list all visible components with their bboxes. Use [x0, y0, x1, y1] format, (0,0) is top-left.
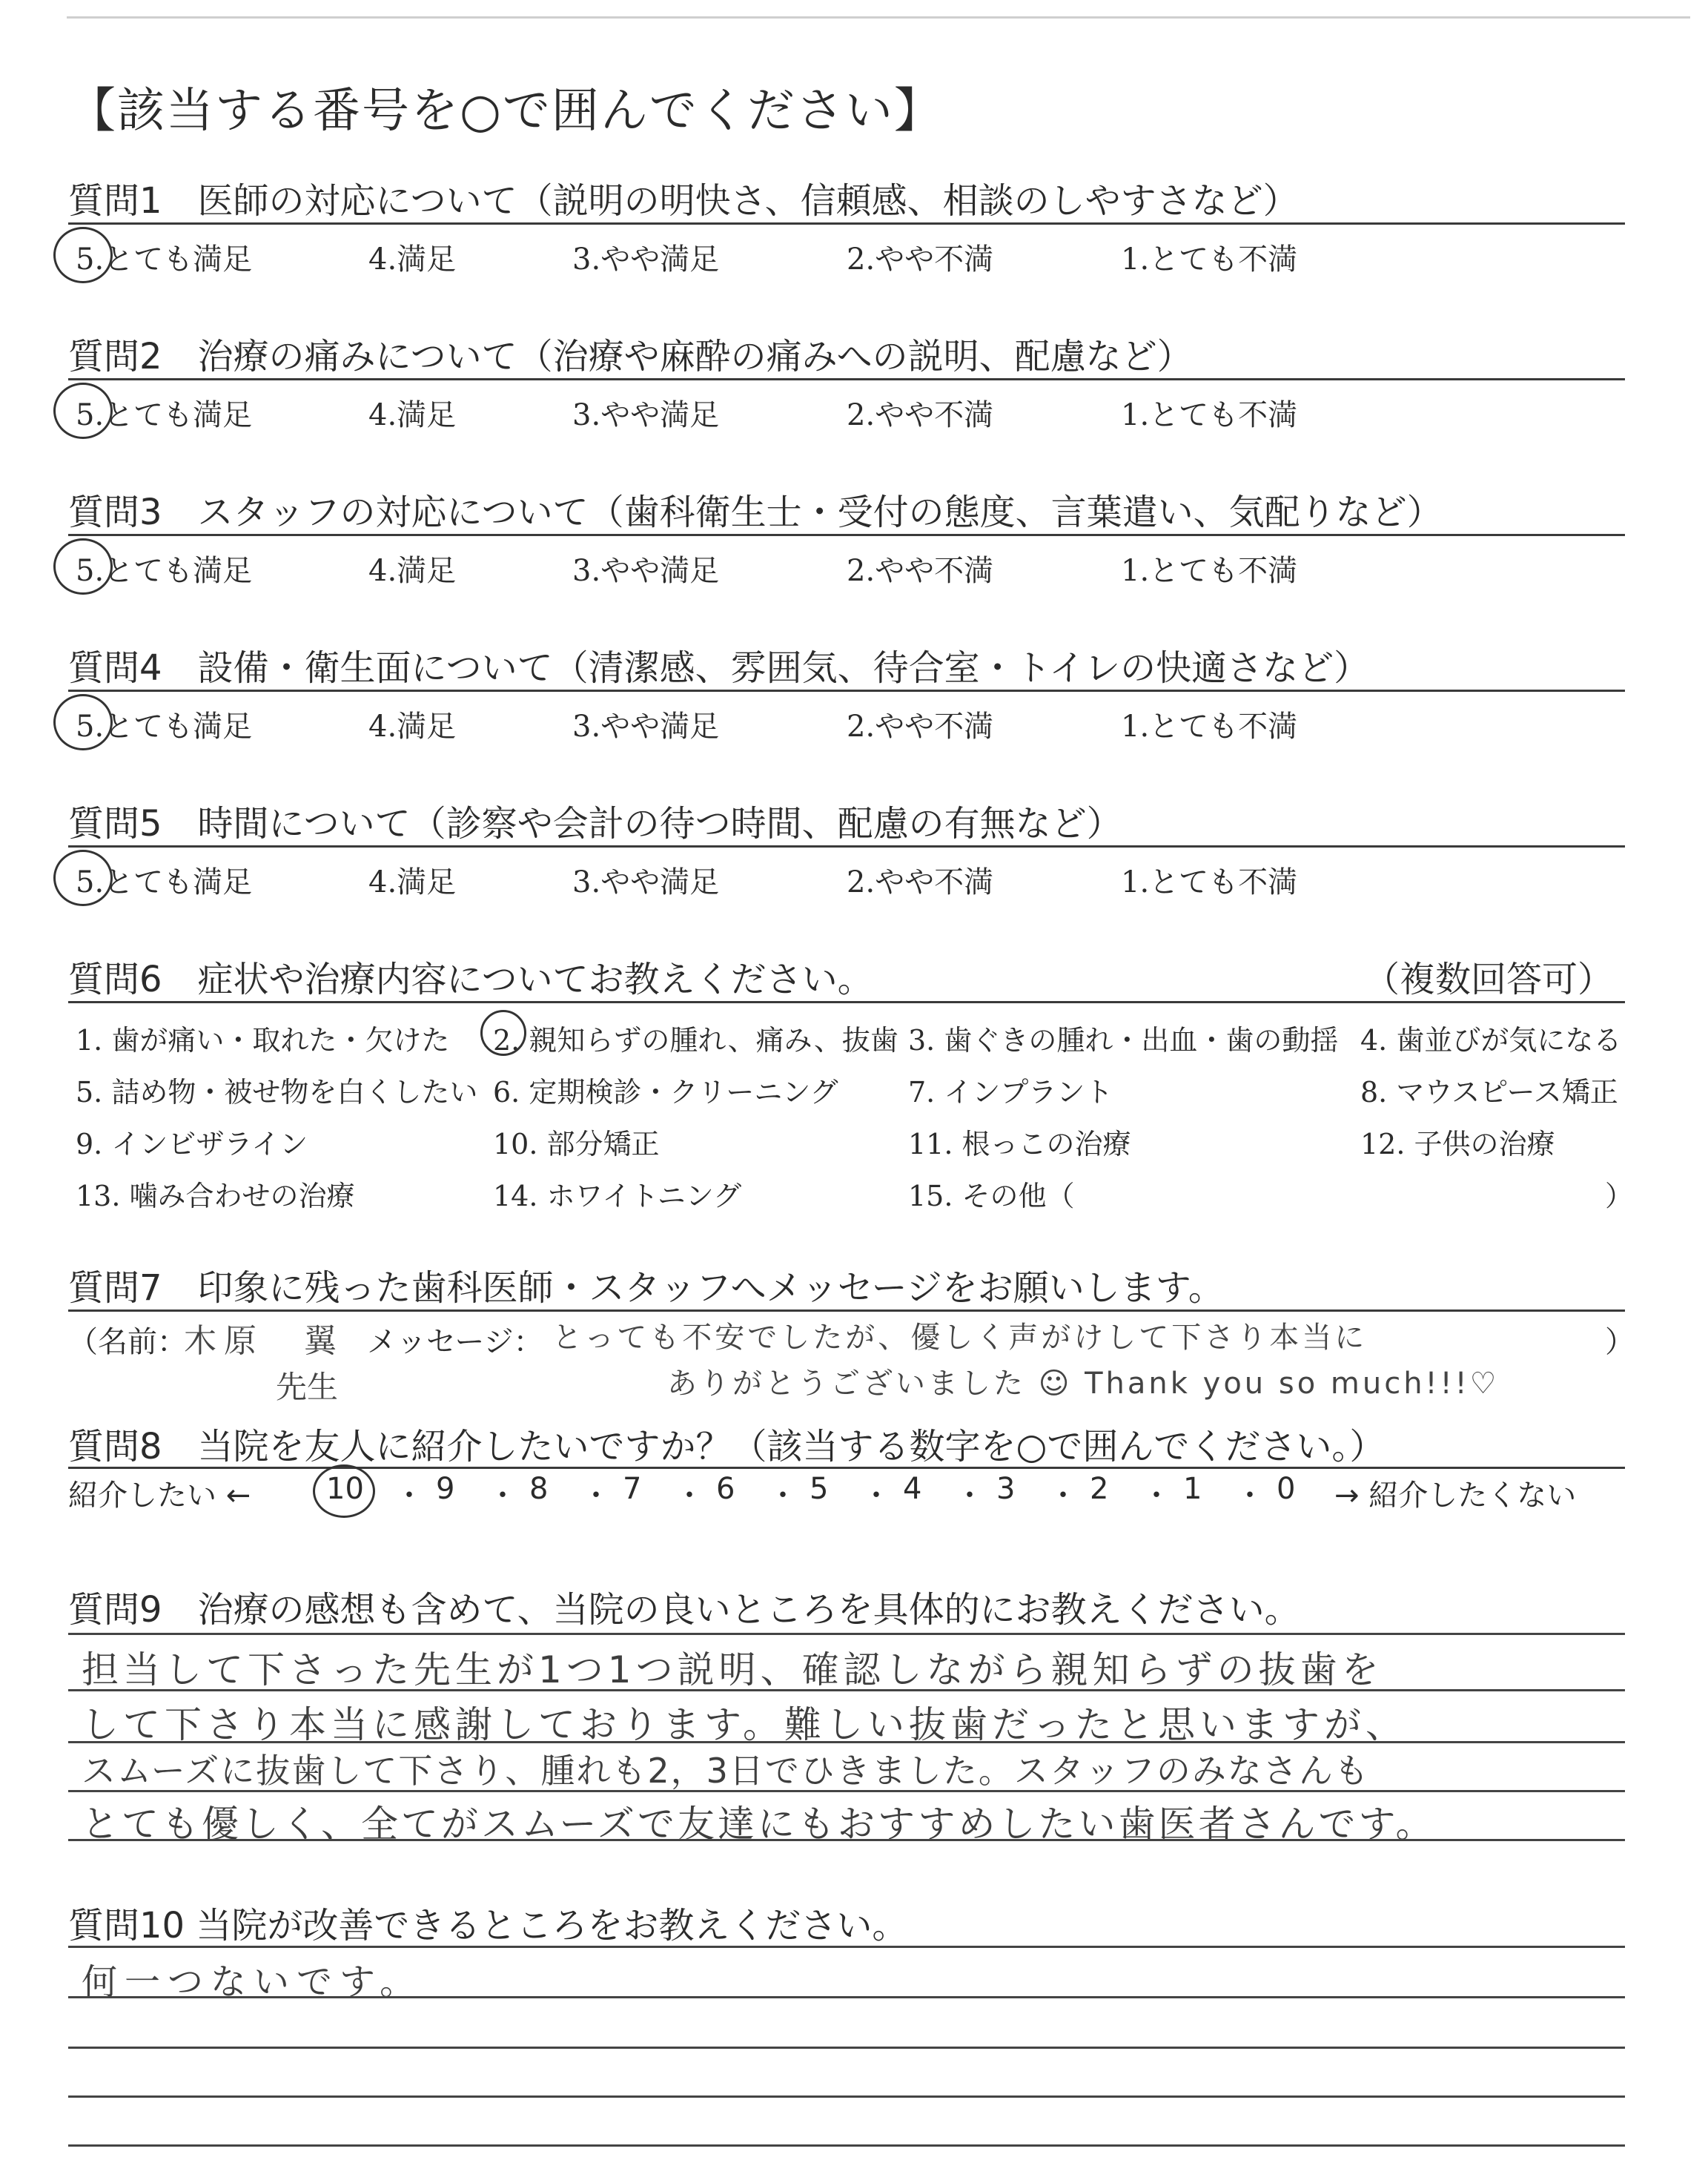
question-7: 質問7 印象に残った歯科医師・スタッフへメッセージをお願いします。	[68, 1267, 1224, 1309]
answer-line	[68, 2095, 1625, 2098]
selection-circle	[53, 383, 113, 439]
question-3: 質問3 スタッフの対応について（歯科衛生士・受付の態度、言葉遣い、気配りなど）	[68, 492, 1443, 533]
question-8-rule	[68, 1467, 1625, 1469]
answer-line	[68, 1839, 1625, 1841]
message-close-paren: ）	[1605, 1325, 1635, 1359]
question-6-note: （複数回答可）	[1364, 959, 1614, 1000]
option-4[interactable]: 4.満足	[368, 398, 457, 432]
scale-2[interactable]: 2	[1090, 1472, 1109, 1506]
question-3-rule	[68, 534, 1625, 536]
symptom-option-4[interactable]: 4. 歯並びが気になる	[1360, 1024, 1622, 1057]
question-1: 質問1 医師の対応について（説明の明快さ、信頼感、相談のしやすさなど）	[68, 180, 1299, 222]
scale-3[interactable]: 3	[996, 1472, 1016, 1506]
option-5[interactable]: 5.とても満足	[76, 398, 253, 432]
q9-answer-line-2[interactable]: して下さり本当に感謝しております。難しい抜歯だったと思いますが、	[82, 1703, 1407, 1746]
option-1[interactable]: 1.とても不満	[1121, 865, 1298, 899]
answer-line	[68, 1946, 1625, 1948]
message-line-1[interactable]: とっても不安でしたが、優しく声がけして下さり本当に	[552, 1321, 1368, 1355]
symptom-option-3[interactable]: 3. 歯ぐきの腫れ・出血・歯の動揺	[908, 1024, 1339, 1057]
question-4-options	[68, 703, 1625, 747]
symptom-option-1[interactable]: 1. 歯が痛い・取れた・欠けた	[76, 1024, 450, 1057]
question-8: 質問8 当院を友人に紹介したいですか？（該当する数字を○で囲んでください。）	[68, 1426, 1386, 1467]
message-label: メッセージ：	[367, 1325, 543, 1359]
scale-10[interactable]: 10	[326, 1472, 364, 1506]
question-5: 質問5 時間について（診察や会計の待つ時間、配慮の有無など）	[68, 803, 1122, 845]
option-2[interactable]: 2.やや不満	[847, 710, 994, 744]
option-1[interactable]: 1.とても不満	[1121, 710, 1298, 744]
option-4[interactable]: 4.満足	[368, 710, 457, 744]
question-2: 質問2 治療の痛みについて（治療や麻酔の痛みへの説明、配慮など）	[68, 336, 1193, 377]
selection-circle	[53, 227, 113, 283]
option-4[interactable]: 4.満足	[368, 554, 457, 588]
scale-4[interactable]: 4	[903, 1472, 922, 1506]
question-7-rule	[68, 1309, 1625, 1312]
recommend-scale: 紹介したい ← 10 ・ 9 ・ 8 ・ 7 ・ 6 ・ 5 ・ 4 ・ 3 ・ 2 ・ 1 ・ 0 → 紹介したくない	[68, 1472, 1625, 1516]
q9-answer-line-4[interactable]: とても優しく、全てがスムーズで友達にもおすすめしたい歯医者さんです。	[82, 1803, 1436, 1846]
question-5-options	[68, 859, 1625, 903]
question-6-rule	[68, 1001, 1625, 1003]
question-3-options	[68, 547, 1625, 592]
scale-1[interactable]: 1	[1183, 1472, 1202, 1506]
form-title: 【該当する番号を○で囲んでください】	[68, 84, 943, 139]
answer-line	[68, 2144, 1625, 2147]
q9-answer-line-3[interactable]: スムーズに抜歯して下さり、腫れも2，3日でひきました。スタッフのみなさんも	[82, 1751, 1370, 1791]
option-1[interactable]: 1.とても不満	[1121, 242, 1298, 277]
dentist-name-suffix: 先生	[276, 1369, 339, 1405]
option-3[interactable]: 3.やや満足	[572, 865, 720, 899]
selection-circle	[313, 1464, 375, 1518]
scale-left-label: 紹介したい ←	[68, 1479, 251, 1513]
option-5[interactable]: 5.とても満足	[76, 865, 253, 899]
scale-5[interactable]: 5	[810, 1472, 829, 1506]
symptom-option-14[interactable]: 14. ホワイトニング	[493, 1180, 742, 1212]
symptom-option-7[interactable]: 7. インプラント	[908, 1076, 1113, 1109]
question-1-rule	[68, 222, 1625, 225]
option-3[interactable]: 3.やや満足	[572, 710, 720, 744]
answer-line	[68, 1790, 1625, 1792]
other-close-paren: ）	[1605, 1180, 1634, 1212]
option-3[interactable]: 3.やや満足	[572, 398, 720, 432]
question-4: 質問4 設備・衛生面について（清潔感、雰囲気、待合室・トイレの快適さなど）	[68, 647, 1370, 689]
question-2-options	[68, 392, 1625, 436]
answer-line	[68, 1741, 1625, 1743]
option-3[interactable]: 3.やや満足	[572, 242, 720, 277]
scale-7[interactable]: 7	[623, 1472, 642, 1506]
question-6: 質問6 症状や治療内容についてお教えください。	[68, 959, 873, 1000]
option-5[interactable]: 5.とても満足	[76, 710, 253, 744]
option-1[interactable]: 1.とても不満	[1121, 554, 1298, 588]
symptom-option-12[interactable]: 12. 子供の治療	[1360, 1128, 1555, 1160]
dentist-name[interactable]: 木原 翼	[184, 1322, 344, 1360]
option-5[interactable]: 5.とても満足	[76, 242, 253, 277]
option-2[interactable]: 2.やや不満	[847, 398, 994, 432]
selection-circle	[53, 538, 113, 595]
answer-line	[68, 1996, 1625, 1998]
q9-answer-line-1[interactable]: 担当して下さった先生が1つ1つ説明、確認しながら親知らずの抜歯を	[82, 1648, 1383, 1691]
symptom-option-5[interactable]: 5. 詰め物・被せ物を白くしたい	[76, 1076, 478, 1109]
question-5-rule	[68, 845, 1625, 848]
option-3[interactable]: 3.やや満足	[572, 554, 720, 588]
answer-line	[68, 1689, 1625, 1691]
symptom-option-8[interactable]: 8. マウスピース矯正	[1360, 1076, 1618, 1109]
q10-answer-line-1[interactable]: 何一つないです。	[82, 1961, 423, 2003]
option-2[interactable]: 2.やや不満	[847, 554, 994, 588]
scale-6[interactable]: 6	[716, 1472, 735, 1506]
symptom-option-15[interactable]: 15. その他（	[908, 1180, 1075, 1212]
option-1[interactable]: 1.とても不満	[1121, 398, 1298, 432]
answer-line	[68, 2047, 1625, 2049]
option-4[interactable]: 4.満足	[368, 865, 457, 899]
symptom-option-13[interactable]: 13. 噛み合わせの治療	[76, 1180, 355, 1212]
question-2-rule	[68, 378, 1625, 380]
scale-right-label: → 紹介したくない	[1334, 1479, 1577, 1513]
selection-circle	[53, 694, 113, 750]
top-border	[67, 16, 1690, 19]
answer-line	[68, 1633, 1625, 1635]
symptom-option-2[interactable]: 2. 親知らずの腫れ、痛み、抜歯	[493, 1024, 898, 1057]
question-9: 質問9 治療の感想も含めて、当院の良いところを具体的にお教えください。	[68, 1589, 1300, 1631]
symptom-option-10[interactable]: 10. 部分矯正	[493, 1128, 660, 1160]
option-2[interactable]: 2.やや不満	[847, 242, 994, 277]
scale-0[interactable]: 0	[1277, 1472, 1296, 1506]
selection-circle	[480, 1010, 526, 1056]
option-5[interactable]: 5.とても満足	[76, 554, 253, 588]
question-1-options	[68, 236, 1625, 280]
symptom-option-6[interactable]: 6. 定期検診・クリーニング	[493, 1076, 838, 1109]
selection-circle	[53, 850, 113, 906]
scale-9[interactable]: 9	[436, 1472, 455, 1506]
question-4-rule	[68, 690, 1625, 692]
message-line-2[interactable]: ありがとうございました ☺ Thank you so much!!!♡	[667, 1367, 1500, 1401]
name-label: （名前：	[68, 1325, 187, 1359]
symptom-option-11[interactable]: 11. 根っこの治療	[908, 1128, 1131, 1160]
option-2[interactable]: 2.やや不満	[847, 865, 994, 899]
question-10: 質問10 当院が改善できるところをお教えください。	[68, 1905, 908, 1946]
scale-8[interactable]: 8	[529, 1472, 549, 1506]
symptom-option-9[interactable]: 9. インビザライン	[76, 1128, 308, 1160]
option-4[interactable]: 4.満足	[368, 242, 457, 277]
